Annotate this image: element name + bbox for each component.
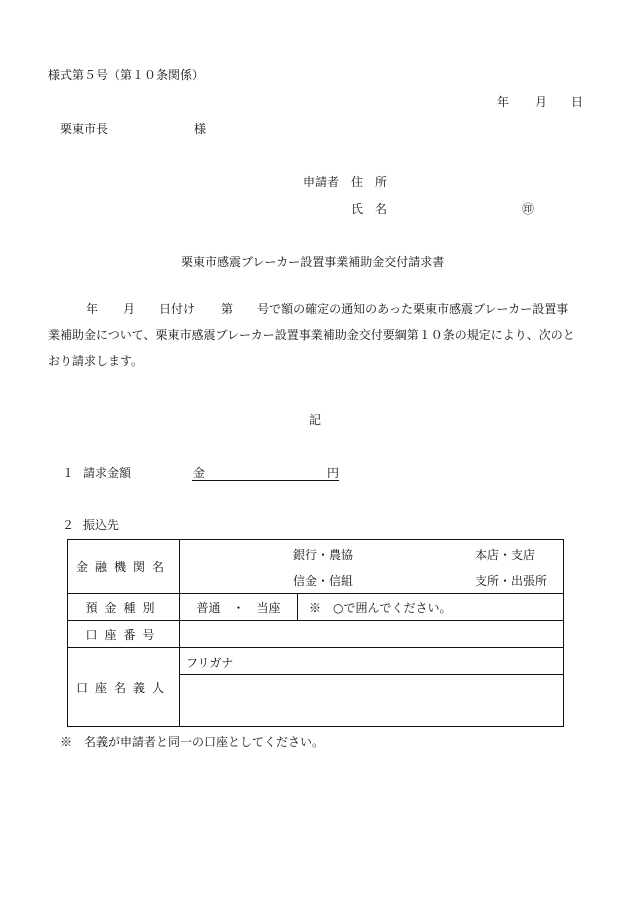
applicant-name-label: 氏 名 [351, 202, 388, 216]
account-number-field[interactable] [180, 621, 564, 648]
applicant-address-label: 住 所 [351, 175, 388, 189]
form-number: 様式第５号（第１０条関係） [48, 68, 205, 82]
body-paragraph [48, 296, 588, 374]
bank-transfer-table [67, 539, 564, 727]
item-1-number: １ [62, 466, 75, 480]
branch-types-top: 本店・支店 [475, 548, 536, 562]
furigana-label: フリガナ [186, 656, 234, 670]
body-line-1 [48, 296, 588, 322]
item-1-label: 請求金額 [83, 466, 132, 480]
date-year: 年 [497, 95, 510, 109]
institution-field[interactable] [180, 540, 564, 594]
date-month: 月 [535, 95, 548, 109]
seal-mark: ㊞ [522, 202, 535, 216]
addressee: 栗東市長 [60, 122, 109, 136]
amount-prefix: 金 [193, 466, 206, 480]
body-number-prefix: 第 [221, 302, 234, 316]
deposit-type-label: 預金種別 [68, 594, 180, 621]
record-heading: 記 [309, 413, 322, 427]
deposit-type-options[interactable]: 普通 ・ 当座 [180, 594, 298, 621]
body-month: 月 [123, 302, 136, 316]
bank-types-top: 銀行・農協 [293, 548, 354, 562]
honorific: 様 [194, 122, 207, 136]
body-line-2: 業補助金について、栗東市感震ブレーカー設置事業補助金交付要綱第１０条の規定により、次のと [48, 328, 575, 342]
account-number-label: 口座番号 [68, 621, 180, 648]
body-year: 年 [86, 302, 99, 316]
item-2-label: 振込先 [83, 518, 120, 532]
table-row-institution [68, 540, 564, 594]
amount-unit: 円 [327, 466, 340, 480]
table-row-account-number [68, 621, 564, 648]
item-2-number: ２ [62, 518, 75, 532]
table-row-furigana [68, 648, 564, 675]
body-date-suffix: 日付け [159, 302, 196, 316]
table-row-deposit-type [68, 594, 564, 621]
document-title: 栗東市感震ブレーカー設置事業補助金交付請求書 [181, 255, 445, 269]
body-line-1-rest: 号で額の確定の通知のあった栗東市感震ブレーカー設置事 [257, 302, 569, 316]
applicant-label: 申請者 [303, 175, 340, 189]
bank-types-bottom: 信金・信組 [293, 574, 354, 588]
account-holder-field[interactable] [180, 675, 564, 727]
deposit-type-note: ※ ○で囲んでください。 [298, 594, 564, 621]
amount-underline[interactable] [192, 480, 339, 481]
branch-types-bottom: 支所・出張所 [475, 574, 548, 588]
footnote: ※ 名義が申請者と同一の口座としてください。 [60, 735, 325, 749]
institution-label: 金融機関名 [68, 540, 180, 594]
body-line-3: おり請求します。 [48, 354, 144, 368]
date-day: 日 [571, 95, 584, 109]
account-holder-label: 口座名義人 [68, 648, 180, 727]
furigana-field[interactable] [180, 648, 564, 675]
